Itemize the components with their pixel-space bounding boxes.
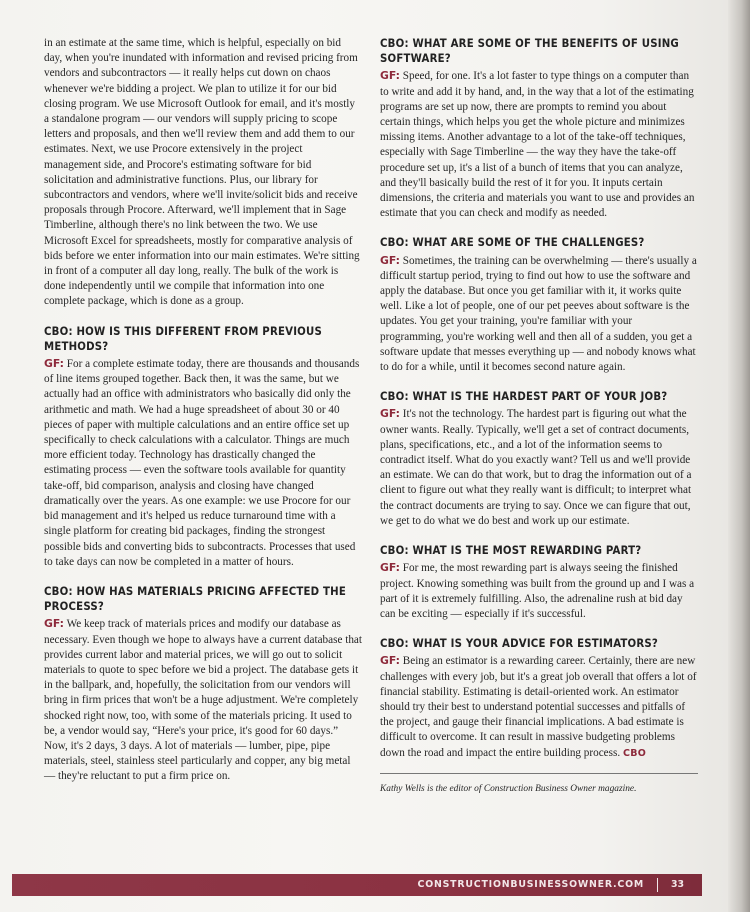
answer-paragraph — [380, 560, 698, 622]
question-heading: CBO: HOW IS THIS DIFFERENT FROM PREVIOUS METHODS? — [44, 324, 322, 353]
answer-text: We keep track of materials prices and modify our database as necessary. Even though we hope to always have a current database that provides current labor and material prices, we will go out to solicit materials to quote to spec before we bid a project. The database gets it in the ballpark, and, hopefully, the solicitation from our vendors will bring in firm prices that won't be a huge adjustment. We're completely shocked right now, too, with some of the materials pricing. It used to be, a vendor would say, “Here's your price, it's good for 60 days.” Now, it's 2 days, 3 days. A lot of materials — lumber, pipe, pipe materials, steel, stainless steel particularly and copper, any big metal — they're reluctant to put a firm price on. — [44, 618, 362, 783]
answer-paragraph — [44, 616, 362, 784]
speaker-label: GF: — [380, 69, 400, 83]
speaker-label: GF: — [380, 561, 400, 575]
question-heading: CBO: WHAT IS YOUR ADVICE FOR ESTIMATORS? — [380, 637, 658, 651]
speaker-label: GF: — [44, 617, 64, 631]
question-heading: CBO: WHAT ARE SOME OF THE CHALLENGES? — [380, 236, 645, 250]
footer-band — [12, 874, 702, 896]
intro-paragraph: in an estimate at the same time, which is helpful, especially on bid day, when you're inundated with information and revised pricing from vendors and subcontractors — it really helps cut down on chaos whenever we're bidding a project. We plan to utilize it for our bid closing program. We use Microsoft Outlook for email, and it's mostly a standalone program — our vendors will supply pricing to scope letters and proposals, and then we'll review them and add them to our estimates. Next, we use Procore extensively in the project management side, and Procore's estimating software for bid solicitation and administrative functions. Plus, our library for subcontractors and vendors, where we'll invite/solicit bids and receive proposals through Procore. Afterward, we'll implement that in Sage Timberline, although there's no link between the two. We use Microsoft Excel for spreadsheets, mostly for comparative analysis of bids before we enter information into our main estimates. We're sitting in front of a computer all day long, really. The bulk of the work is done independently until we compile that information into one complete package, which is done as a group. — [44, 37, 360, 308]
speaker-label: GF: — [380, 654, 400, 668]
answer-paragraph — [380, 653, 698, 760]
answer-text: For me, the most rewarding part is always seeing the finished project. Knowing something was built from the ground up and I was a part of it is extremely fulfilling. Also, the adrenaline rush at bid day can be exciting — especially if it's successful. — [380, 562, 695, 620]
answer-text: For a complete estimate today, there are thousands and thousands of line items grouped together. Back then, it was the same, but we actually had an office with administrators who basically did only the arithmetic and math. We had a huge spreadsheet of about 30 or 40 pieces of paper with multiple calculations and an entire office set up specifically to check calculations with a calculator. Things are much more efficient today. Technology has drastically changed the estimating process — even the software tools available for quantity take-off, bid comparison, analysis and closing have changed dramatically over the years. As one example: we use Procore for our bid management and it's helped us reduce turnaround time with a single platform for creating bid packages, finding the strongest possible bids and converting bids to subcontracts. Processes that used to take days can now be completed in a matter of hours. — [44, 358, 360, 568]
speaker-label: GF: — [380, 407, 400, 421]
answer-paragraph — [380, 406, 698, 529]
question-heading: CBO: WHAT IS THE HARDEST PART OF YOUR JOB? — [380, 390, 668, 404]
divider — [380, 773, 698, 774]
qa-block-hardest-part — [380, 389, 698, 529]
speaker-label: GF: — [44, 357, 64, 371]
answer-text: Speed, for one. It's a lot faster to type things on a computer than to write and add it by hand, and, in the way that a lot of the estimating programs are set up now, there are prompts to remind you about certain things, which helps you get the whole picture and minimizes missing items. Another advantage to a lot of the take-off techniques, especially with Sage Timberline — the way they have the take-off procedure set up, it's a list of a bunch of items that you can analyze, and they'll basically build the rest of it for you. It inputs certain dimensions, the criteria and materials you want to use and provides an estimate that you can check and modify as needed. — [380, 70, 695, 220]
answer-paragraph — [380, 68, 698, 221]
speaker-label: GF: — [380, 253, 400, 267]
qa-block-most-rewarding — [380, 543, 698, 622]
right-column — [380, 36, 698, 797]
answer-paragraph — [380, 253, 698, 376]
answer-text: Sometimes, the training can be overwhelming — there's usually a difficult startup period, trying to find out how to use the software and apply the database. But once you get familiar with it, it works quite well. Like a lot of people, one of our pet peeves about software is the updates. You get your training, you're familiar with your programming, you're working well and then all of a sudden, you get a software update that messes everything up — and nobody knows what to do for a while, until it becomes second nature again. — [380, 254, 697, 374]
qa-block-benefits — [380, 36, 698, 221]
qa-block-materials-pricing — [44, 584, 362, 785]
page-spine-shadow — [728, 0, 750, 912]
end-mark: CBO — [622, 747, 647, 759]
footer-separator — [657, 878, 658, 892]
left-column — [44, 36, 362, 785]
author-note: Kathy Wells is the editor of Construction Business Owner magazine. — [380, 783, 637, 794]
question-heading: CBO: WHAT IS THE MOST REWARDING PART? — [380, 544, 642, 558]
qa-block-advice — [380, 636, 698, 761]
qa-block-previous-methods — [44, 324, 362, 570]
answer-text: Being an estimator is a rewarding career. Certainly, there are new challenges with every job, but it's a great job overall that offers a lot of financial stability. Estimating is detail-oriented work. An estimator should try their best to understand potential successes and pitfalls of the project, and gauge their financial implications. A bad estimate is difficult to overcome. It can result in massive budgeting problems down the road and impact the entire building process. — [380, 655, 697, 759]
page-number: 33 — [670, 879, 684, 890]
question-heading: CBO: WHAT ARE SOME OF THE BENEFITS OF USING SOFTWARE? — [380, 37, 679, 66]
footer-website: CONSTRUCTIONBUSINESSOWNER.COM — [417, 879, 644, 890]
answer-text: It's not the technology. The hardest part is figuring out what the owner wants. Really. Typically, we'll get a set of contract documents, plans, specifications, etc., and a lot of the information seems to contradict itself. What do you exactly want? Tell us and we'll provide an estimate. We can do that work, but to drag the information out of a client to figure out what they really want is difficult; to interpret what the contract documents are trying to say. Once we can figure that out, we get to do what we do best and work up our estimate. — [380, 408, 692, 527]
answer-paragraph — [44, 356, 362, 570]
question-heading: CBO: HOW HAS MATERIALS PRICING AFFECTED THE PROCESS? — [44, 584, 347, 614]
qa-block-challenges — [380, 235, 698, 375]
